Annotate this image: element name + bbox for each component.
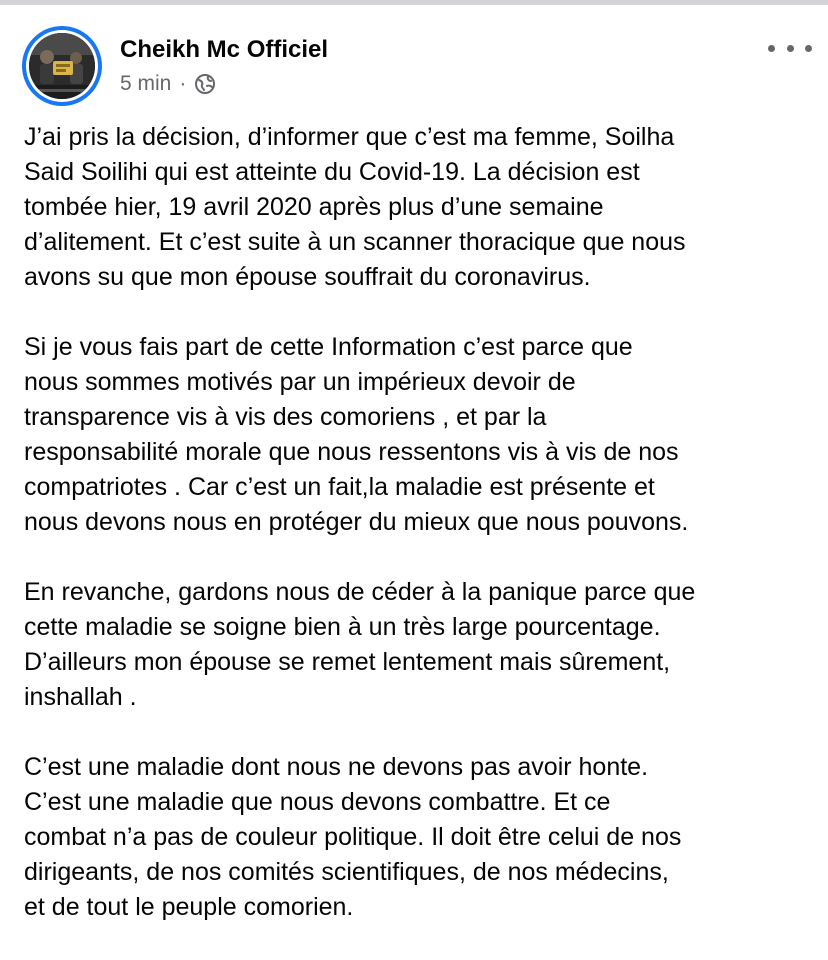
post-meta [120, 72, 216, 96]
post-paragraph: En revanche, gardons nous de céder à la panique parce que cette maladie se soigne bien à un très large pourcentage. D’ailleurs mon épouse se remet lentement mais sûrement, inshallah . [24, 578, 696, 711]
globe-icon[interactable] [194, 73, 216, 95]
profile-picture [29, 33, 95, 99]
avatar[interactable] [22, 26, 102, 106]
more-options-icon[interactable] [768, 38, 812, 58]
post-text [24, 120, 804, 960]
post-header [22, 24, 812, 108]
post-paragraph: J’ai pris la décision, d’informer que c’est ma femme, Soilha Said Soilihi qui est atteinte du Covid-19. La décision est tombée hier, 19 avril 2020 après plus d’une semaine d’alitement. Et c’est suite à un scanner thoracique que nous avons su que mon épouse souffrait du coronavirus. [24, 123, 686, 291]
post-paragraph: C’est une maladie dont nous ne devons pas avoir honte. C’est une maladie que nous devons combattre. Et ce combat n’a pas de couleur politique. Il doit être celui de nos dirigeants, de nos comités scientifiques, de nos médecins, et de tout le peuple comorien. [24, 753, 682, 921]
post-paragraph: Si je vous fais part de cette Information c’est parce que nous sommes motivés par un impérieux devoir de transparence vis à vis des comoriens , et par la responsabilité morale que nous ressentons vis à vis de nos compatriotes . Car c’est un fait,la maladie est présente et nous devons nous en protéger du mieux que nous pouvons. [24, 333, 689, 536]
meta-separator: · [179, 72, 187, 95]
top-divider [0, 0, 828, 5]
author-name[interactable]: Cheikh Mc Officiel [120, 36, 329, 63]
timestamp[interactable]: 5 min [120, 72, 172, 95]
